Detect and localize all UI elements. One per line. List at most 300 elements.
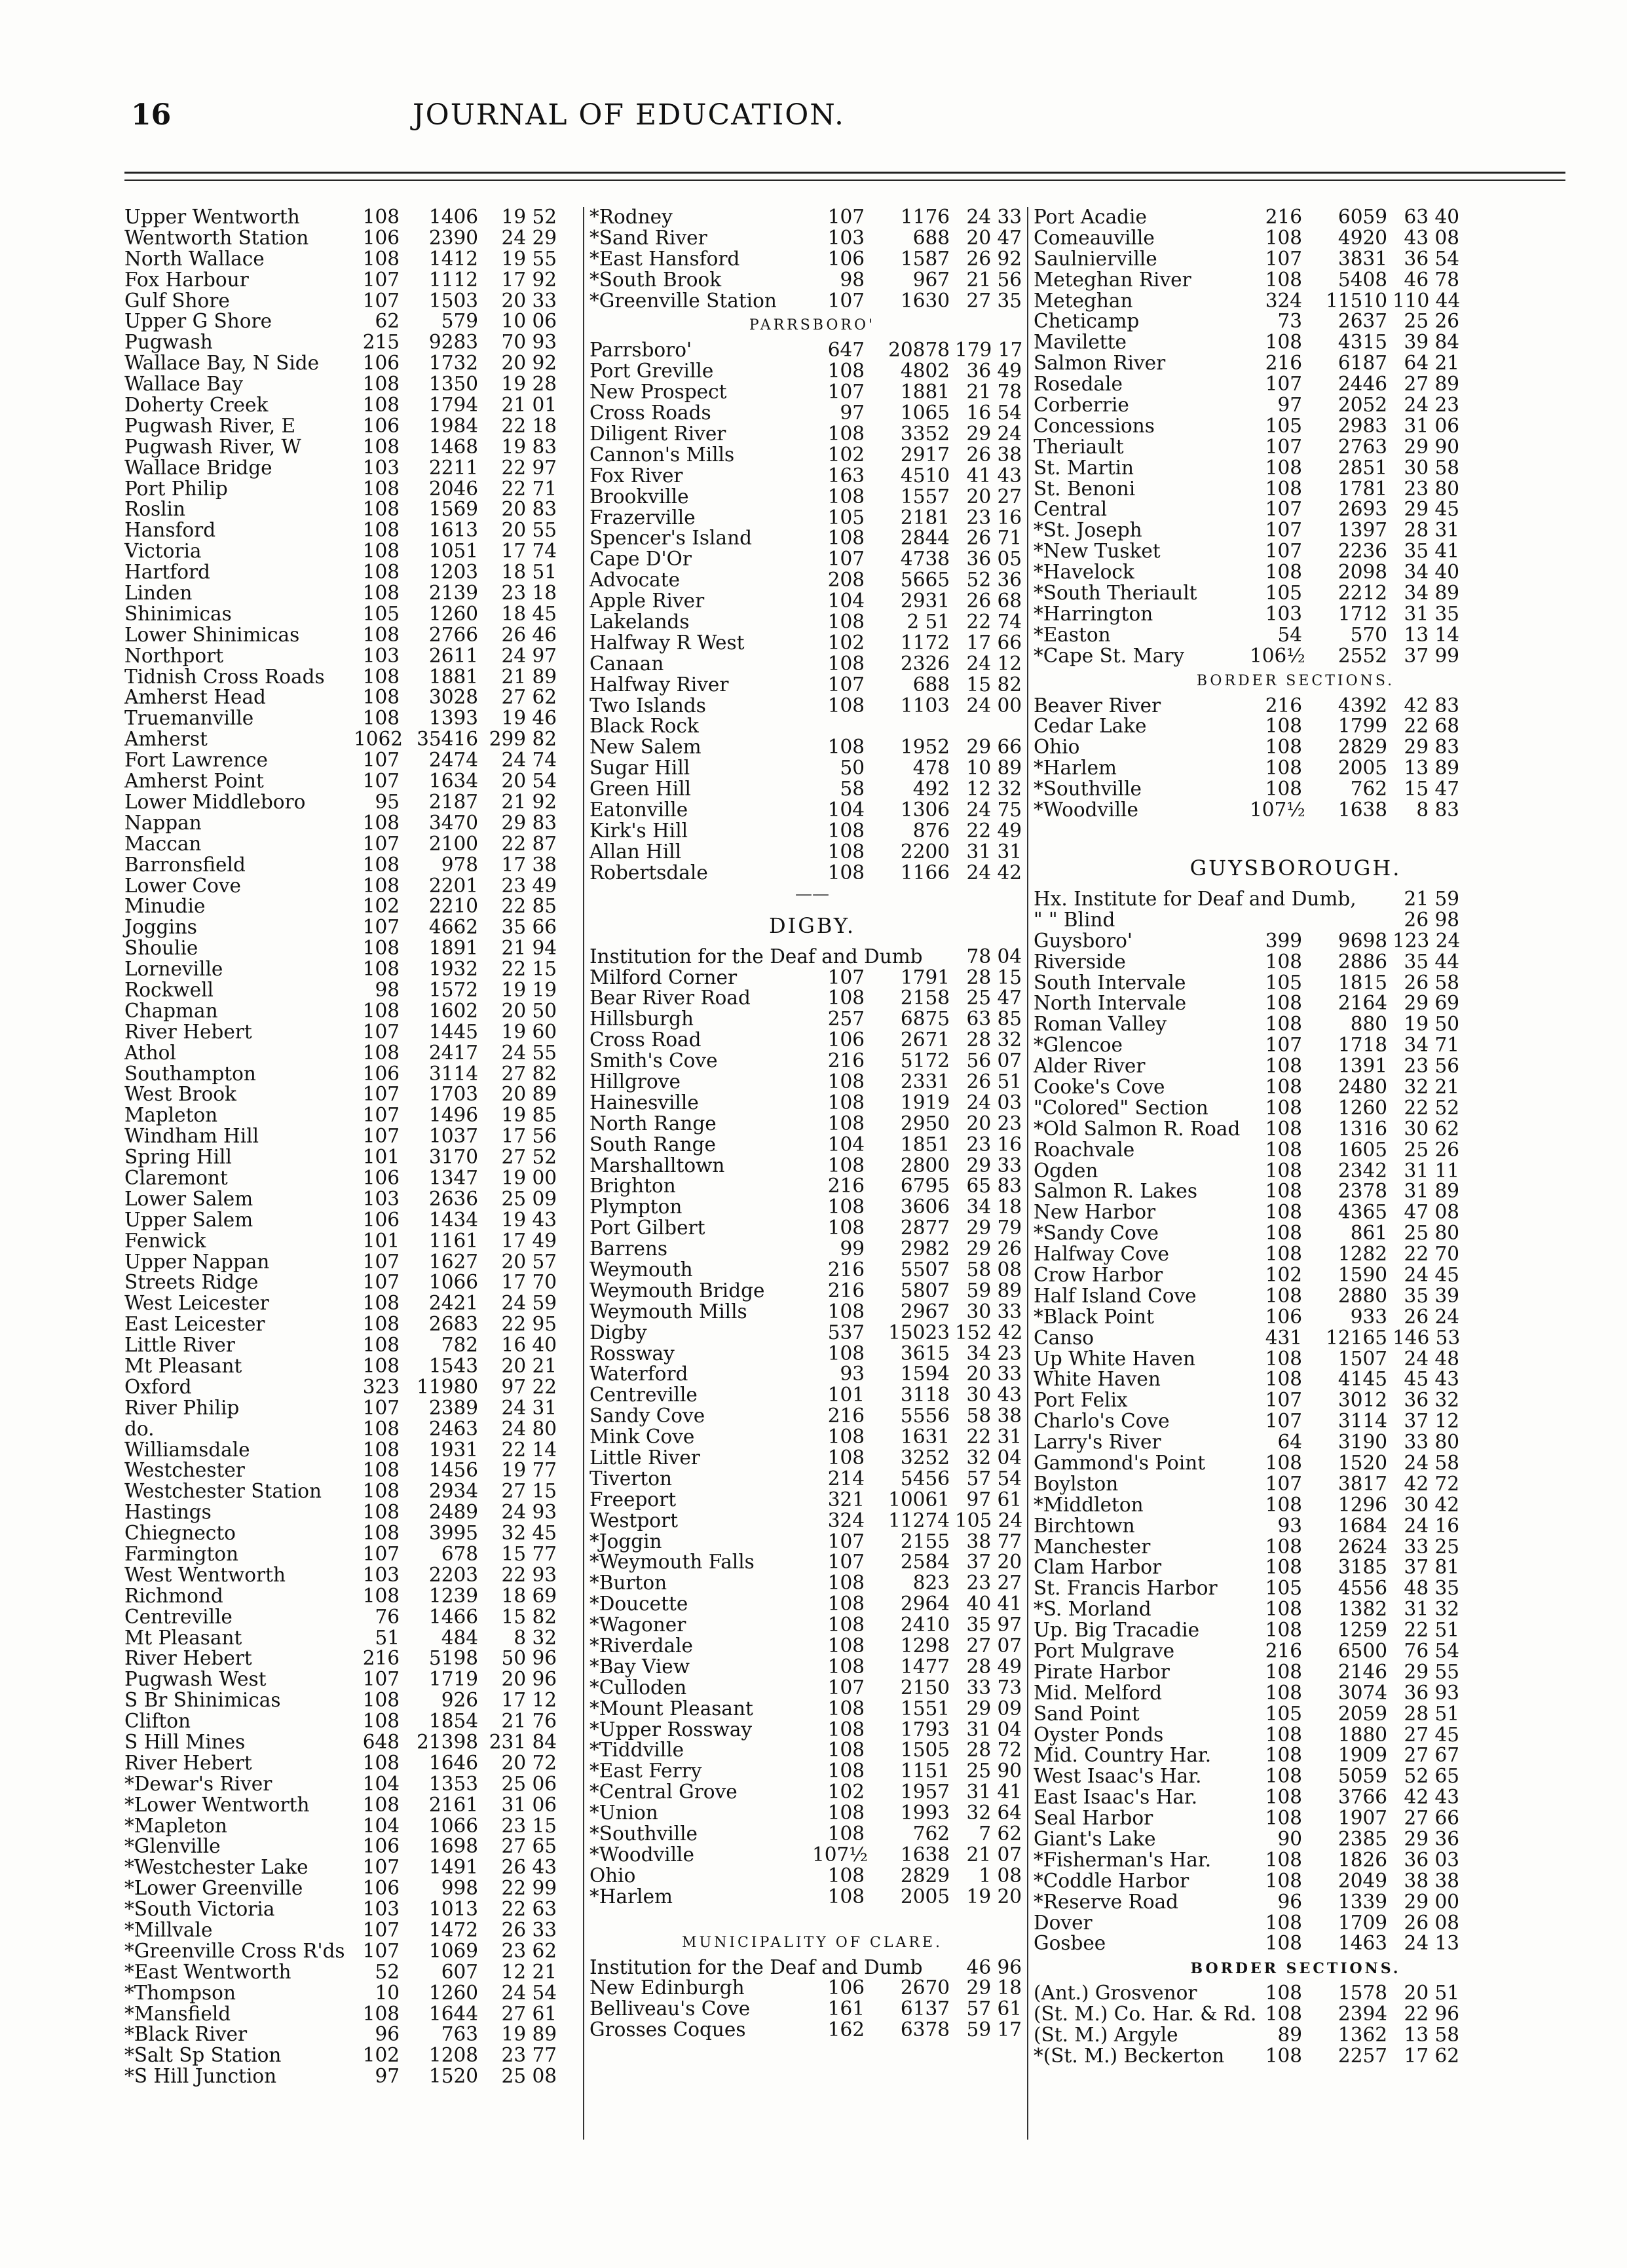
- school-days: 108: [827, 653, 865, 675]
- school-days: 108: [827, 486, 865, 508]
- grant-amount: 13 14: [1404, 624, 1459, 646]
- attendance-days: 2829: [900, 1865, 950, 1887]
- attendance-days: 933: [1350, 1306, 1387, 1328]
- section-name: Diligent River: [589, 423, 726, 445]
- school-days: 104: [827, 591, 865, 613]
- table-row: [589, 947, 1035, 968]
- grant-amount: 20 57: [501, 1251, 557, 1273]
- table-row: [124, 813, 576, 834]
- grant-amount: 24 93: [501, 1502, 557, 1524]
- school-days: 108: [362, 2003, 400, 2025]
- attendance-days: 688: [912, 674, 950, 696]
- school-days: 108: [362, 1355, 400, 1377]
- grant-amount: 22 97: [501, 457, 557, 479]
- school-days: 108: [827, 528, 865, 550]
- table-row: [1034, 1432, 1558, 1453]
- attendance-days: 1166: [900, 862, 950, 884]
- section-name: Ohio: [1034, 736, 1080, 759]
- attendance-days: 762: [1350, 779, 1387, 801]
- table-row: [589, 1030, 1035, 1051]
- table-row: [589, 779, 1035, 800]
- attendance-days: 1709: [1337, 1912, 1387, 1934]
- table-row: [1034, 1202, 1558, 1223]
- table-row: [124, 2045, 576, 2066]
- table-row: [1034, 1557, 1558, 1578]
- section-name: Brighton: [589, 1175, 676, 1198]
- attendance-days: 1037: [428, 1126, 478, 1148]
- table-row: [124, 332, 576, 353]
- section-name: Grosses Coques: [589, 2018, 746, 2041]
- section-name: North Wallace: [124, 247, 265, 270]
- table-row: [124, 1836, 576, 1857]
- attendance-days: 1463: [1337, 1933, 1387, 1955]
- school-days: 107: [362, 1857, 400, 1879]
- school-days: 108: [1265, 1557, 1302, 1579]
- attendance-days: 2421: [428, 1293, 478, 1315]
- section-name: Canaan: [589, 652, 664, 675]
- grant-amount: 19 55: [501, 248, 557, 270]
- attendance-days: 1505: [900, 1740, 950, 1762]
- attendance-days: 978: [441, 854, 478, 876]
- grant-amount: 22 51: [1404, 1620, 1459, 1642]
- grant-amount: 13 58: [1404, 2025, 1459, 2047]
- section-name: Cape D'Or: [589, 548, 692, 571]
- attendance-days: 2800: [900, 1155, 950, 1177]
- grant-amount: 19 20: [966, 1886, 1022, 1908]
- table-row: [589, 1469, 1035, 1490]
- attendance-days: 9698: [1337, 930, 1387, 952]
- school-days: 103: [362, 1188, 400, 1210]
- school-days: 108: [827, 1656, 865, 1678]
- table-row: [124, 1732, 576, 1753]
- attendance-days: 1397: [1337, 520, 1387, 542]
- school-days: 107: [827, 207, 865, 228]
- grant-amount: 17 92: [501, 269, 557, 291]
- school-days: 108: [1265, 951, 1302, 973]
- attendance-days: 967: [912, 269, 950, 291]
- section-name: New Salem: [589, 736, 701, 759]
- section-name: St. Francis Harbor: [1034, 1577, 1218, 1600]
- grant-amount: 65 83: [966, 1176, 1022, 1198]
- grant-amount: 20 27: [966, 486, 1022, 508]
- table-row: [124, 1147, 576, 1168]
- section-name: Clam Harbor: [1034, 1556, 1162, 1579]
- attendance-days: 4556: [1337, 1578, 1387, 1600]
- table-row: [124, 1335, 576, 1356]
- table-row: [1034, 1620, 1558, 1641]
- section-name: Theriault: [1034, 435, 1124, 458]
- table-row: [589, 487, 1035, 508]
- grant-amount: 20 55: [501, 520, 557, 542]
- school-days: 107: [827, 674, 865, 696]
- table-row: [124, 1878, 576, 1899]
- section-name: Central: [1034, 498, 1108, 521]
- attendance-days: 2829: [1337, 737, 1387, 759]
- section-name: *Wagoner: [589, 1614, 686, 1636]
- section-name: Comeauville: [1034, 226, 1155, 249]
- grant-amount: 25 90: [966, 1761, 1022, 1783]
- table-row: [589, 1782, 1035, 1803]
- grant-amount: 19 19: [501, 979, 557, 1001]
- grant-amount: 23 80: [1404, 478, 1459, 500]
- attendance-days: 2211: [428, 457, 478, 479]
- grant-amount: 21 07: [966, 1844, 1022, 1866]
- attendance-days: 1151: [900, 1761, 950, 1783]
- section-name: South Intervale: [1034, 971, 1186, 994]
- attendance-days: 15023: [888, 1322, 950, 1344]
- section-name: Lorneville: [124, 958, 223, 981]
- school-days: 102: [827, 444, 865, 466]
- page-title: JOURNAL OF EDUCATION.: [413, 98, 845, 132]
- section-name: River Hebert: [124, 1647, 252, 1670]
- section-name: Digby: [589, 1321, 647, 1344]
- attendance-days: 2161: [428, 1794, 478, 1816]
- attendance-days: 2636: [428, 1188, 478, 1210]
- attendance-days: 1907: [1337, 1808, 1387, 1830]
- table-row: [1034, 625, 1558, 646]
- section-name: *Sandy Cove: [1034, 1222, 1159, 1245]
- section-name: Lower Middleboro: [124, 790, 306, 813]
- attendance-days: 2164: [1337, 993, 1387, 1015]
- section-name: *Thompson: [124, 1981, 236, 2004]
- attendance-days: 1712: [1337, 603, 1387, 625]
- section-name: *Old Salmon R. Road: [1034, 1117, 1241, 1140]
- school-days: 105: [827, 507, 865, 529]
- section-name: *South Brook: [589, 268, 722, 291]
- grant-amount: 29 09: [966, 1698, 1022, 1720]
- attendance-days: 1172: [900, 632, 950, 654]
- attendance-days: 3114: [428, 1063, 478, 1085]
- school-days: 108: [1265, 1808, 1302, 1830]
- school-days: 107: [362, 750, 400, 772]
- attendance-days: 4510: [900, 465, 950, 487]
- school-days: 101: [362, 1230, 400, 1252]
- school-days: 51: [375, 1627, 400, 1649]
- attendance-days: 2964: [900, 1594, 950, 1616]
- grant-amount: 27 61: [501, 2003, 557, 2025]
- table-row: [124, 1001, 576, 1022]
- section-name: Shinimicas: [124, 602, 232, 625]
- school-days: 105: [1265, 1703, 1302, 1725]
- table-row: [124, 520, 576, 541]
- table-row: [1034, 479, 1558, 500]
- grant-amount: 43 08: [1404, 227, 1459, 249]
- section-name: West Leicester: [124, 1292, 269, 1315]
- section-name: White Haven: [1034, 1368, 1161, 1391]
- school-days: 76: [375, 1606, 400, 1628]
- attendance-days: 1578: [1337, 1983, 1387, 2005]
- attendance-days: 5408: [1337, 269, 1387, 291]
- attendance-days: 2584: [900, 1552, 950, 1574]
- section-name: Barronsfield: [124, 853, 246, 876]
- table-row: [589, 1197, 1035, 1218]
- grant-amount: 17 74: [501, 541, 557, 563]
- attendance-days: 2139: [428, 583, 478, 604]
- section-name: Pugwash River, W: [124, 435, 301, 458]
- section-name: Ogden: [1034, 1159, 1098, 1182]
- grant-amount: 58 38: [966, 1406, 1022, 1427]
- attendance-days: 2342: [1337, 1160, 1387, 1182]
- school-days: 215: [362, 332, 400, 354]
- grant-amount: 21 76: [501, 1711, 557, 1733]
- attendance-days: 1919: [900, 1092, 950, 1114]
- section-name: *Havelock: [1034, 561, 1134, 584]
- attendance-days: 1434: [428, 1209, 478, 1231]
- grant-amount: 38 77: [966, 1531, 1022, 1553]
- school-days: 216: [1265, 695, 1302, 717]
- attendance-days: 1854: [428, 1711, 478, 1733]
- attendance-days: 1627: [428, 1251, 478, 1273]
- grant-amount: 24 16: [1404, 1515, 1459, 1537]
- grant-amount: 15 77: [501, 1544, 557, 1565]
- school-days: 108: [362, 1481, 400, 1503]
- section-name: Canso: [1034, 1326, 1094, 1349]
- grant-amount: 97 22: [501, 1376, 557, 1398]
- section-name: Roman Valley: [1034, 1013, 1167, 1036]
- section-name: *East Wentworth: [124, 1960, 291, 1983]
- attendance-days: 3185: [1337, 1557, 1387, 1579]
- table-row: [1034, 779, 1558, 800]
- school-days: 107: [1265, 1473, 1302, 1495]
- section-name: Spencer's Island: [589, 527, 752, 550]
- section-name: "Colored" Section: [1034, 1096, 1208, 1119]
- school-days: 324: [1265, 290, 1302, 312]
- table-row: [124, 1690, 576, 1711]
- table-row: [589, 1957, 1035, 1978]
- section-name: Sugar Hill: [589, 757, 690, 780]
- attendance-days: 1412: [428, 248, 478, 270]
- section-name: Chiegnecto: [124, 1522, 236, 1545]
- attendance-days: 1984: [428, 415, 478, 437]
- school-days: 106: [362, 227, 400, 249]
- section-name: Joggins: [124, 916, 197, 939]
- attendance-days: 1239: [428, 1585, 478, 1607]
- table-row: [589, 675, 1035, 696]
- grant-amount: 24 13: [1404, 1933, 1459, 1955]
- table-row: [1034, 1662, 1558, 1683]
- attendance-days: 1208: [428, 2045, 478, 2067]
- attendance-days: 1794: [428, 395, 478, 416]
- grant-amount: 19 77: [501, 1460, 557, 1482]
- school-days: 98: [840, 269, 865, 291]
- grant-amount: 34 71: [1404, 1035, 1459, 1057]
- attendance-days: 2950: [900, 1113, 950, 1135]
- section-name: St. Benoni: [1034, 477, 1136, 500]
- spacer: [589, 1908, 1035, 1929]
- grant-amount: 34 18: [966, 1197, 1022, 1219]
- attendance-days: 6378: [900, 2020, 950, 2041]
- school-days: 108: [827, 1636, 865, 1657]
- attendance-days: 2394: [1337, 2004, 1387, 2026]
- section-name: *St. Joseph: [1034, 519, 1142, 542]
- grant-amount: 17 49: [501, 1230, 557, 1252]
- table-row: [1034, 1704, 1558, 1725]
- grant-amount: 30 58: [1404, 457, 1459, 479]
- section-name: *Glenville: [124, 1835, 221, 1858]
- grant-amount: 16 54: [966, 403, 1022, 425]
- school-days: 106: [827, 1978, 865, 1999]
- school-days: 216: [362, 1648, 400, 1670]
- section-name: Williamsdale: [124, 1438, 250, 1461]
- section-name: Brookville: [589, 485, 689, 508]
- section-name: Cross Roads: [589, 402, 711, 425]
- table-row: [124, 1064, 576, 1085]
- grant-amount: 22 96: [1404, 2004, 1459, 2026]
- school-days: 107: [362, 917, 400, 939]
- attendance-days: 2200: [900, 841, 950, 863]
- school-days: 54: [1277, 624, 1302, 646]
- table-row: [1034, 1244, 1558, 1265]
- table-row: [1034, 931, 1558, 952]
- school-days: 108: [827, 1698, 865, 1720]
- section-name: Freeport: [589, 1488, 677, 1511]
- table-row: [124, 353, 576, 374]
- table-row: [124, 249, 576, 270]
- section-name: Two Islands: [589, 694, 706, 717]
- attendance-days: 2637: [1337, 311, 1387, 333]
- table-row: [589, 1761, 1035, 1782]
- table-row: [589, 1093, 1035, 1114]
- table-row: [124, 1774, 576, 1795]
- table-row: [1034, 499, 1558, 520]
- section-name: Milford Corner: [589, 966, 738, 989]
- grant-amount: 30 43: [966, 1385, 1022, 1407]
- school-days: 108: [1265, 1682, 1302, 1704]
- school-days: 108: [827, 820, 865, 842]
- section-name: New Edinburgh: [589, 1976, 745, 1999]
- section-divider: ——: [795, 884, 829, 904]
- section-name: *Dewar's River: [124, 1772, 272, 1795]
- school-days: 107: [827, 382, 865, 404]
- table-row: [589, 612, 1035, 633]
- table-row: [589, 1072, 1035, 1093]
- school-days: 106½: [1250, 645, 1305, 667]
- table-row: [589, 1573, 1035, 1594]
- section-name: Birchtown: [1034, 1514, 1135, 1537]
- grant-amount: 19 52: [501, 207, 557, 228]
- grant-amount: 26 98: [1404, 909, 1459, 931]
- school-days: 105: [1265, 415, 1302, 437]
- attendance-days: 1698: [428, 1836, 478, 1858]
- section-name: Waterford: [589, 1363, 688, 1386]
- grant-amount: 19 85: [501, 1105, 557, 1127]
- grant-amount: 42 83: [1404, 695, 1459, 717]
- table-row: [124, 395, 576, 416]
- school-days: 162: [827, 2020, 865, 2041]
- attendance-days: 2886: [1337, 951, 1387, 973]
- section-name: Amherst Point: [124, 770, 264, 793]
- section-name: Minudie: [124, 895, 206, 918]
- attendance-days: 2389: [428, 1397, 478, 1419]
- attendance-days: 1684: [1337, 1515, 1387, 1537]
- grant-amount: 20 51: [1404, 1983, 1459, 2005]
- school-days: 108: [1265, 269, 1302, 291]
- section-name: Institution for the Deaf and Dumb: [589, 1956, 923, 1978]
- grant-amount: 19 83: [501, 436, 557, 458]
- grant-amount: 24 23: [1404, 395, 1459, 416]
- attendance-days: 1347: [428, 1167, 478, 1189]
- school-days: 208: [827, 570, 865, 592]
- grant-amount: 32 04: [966, 1447, 1022, 1469]
- section-name: Up. Big Tracadie: [1034, 1619, 1200, 1642]
- grant-amount: 35 97: [966, 1615, 1022, 1636]
- school-days: 108: [827, 1447, 865, 1469]
- school-days: 90: [1277, 1829, 1302, 1850]
- grant-amount: 56 07: [966, 1051, 1022, 1072]
- section-name: *Mapleton: [124, 1814, 227, 1837]
- attendance-days: 876: [912, 820, 950, 842]
- attendance-days: 823: [912, 1573, 950, 1595]
- attendance-days: 1391: [1337, 1056, 1387, 1077]
- grant-amount: 22 95: [501, 1314, 557, 1336]
- school-days: 108: [1265, 2004, 1302, 2026]
- grant-amount: 15 82: [966, 674, 1022, 696]
- attendance-days: 1468: [428, 436, 478, 458]
- table-row: [589, 758, 1035, 779]
- table-row: [124, 1210, 576, 1231]
- school-days: 108: [827, 424, 865, 445]
- table-row: [1034, 1056, 1558, 1077]
- school-days: 108: [1265, 1870, 1302, 1892]
- section-name: New Prospect: [589, 381, 727, 404]
- school-days: 108: [362, 1000, 400, 1022]
- grant-amount: 23 77: [501, 2045, 557, 2067]
- table-row: [589, 737, 1035, 758]
- grant-amount: 21 01: [501, 395, 557, 416]
- section-name: Farmington: [124, 1543, 239, 1565]
- table-row: [589, 1281, 1035, 1302]
- table-row: [1034, 249, 1558, 270]
- table-row: [1034, 1913, 1558, 1934]
- section-name: Athol: [124, 1041, 176, 1064]
- grant-amount: 28 51: [1404, 1703, 1459, 1725]
- grant-amount: 19 50: [1404, 1014, 1459, 1036]
- section-name: Wallace Bridge: [124, 456, 272, 479]
- grant-amount: 18 69: [501, 1585, 557, 1607]
- school-days: 257: [827, 1009, 865, 1030]
- school-days: 107: [1265, 1035, 1302, 1057]
- grant-amount: 21 89: [501, 666, 557, 688]
- table-row: [589, 696, 1035, 717]
- section-name: *Doucette: [589, 1593, 688, 1616]
- table-row: [1034, 1014, 1558, 1035]
- section-name: North Intervale: [1034, 992, 1187, 1015]
- table-row: [1034, 1516, 1558, 1537]
- school-days: 104: [827, 800, 865, 821]
- attendance-days: 3114: [1337, 1411, 1387, 1433]
- school-days: 108: [827, 695, 865, 717]
- table-row: [124, 1795, 576, 1816]
- grant-amount: 22 74: [966, 612, 1022, 633]
- school-days: 108: [1265, 1348, 1302, 1370]
- school-days: 101: [362, 1147, 400, 1168]
- grant-amount: 24 55: [501, 1042, 557, 1064]
- table-row: [589, 1887, 1035, 1908]
- attendance-days: 1051: [428, 541, 478, 563]
- grant-amount: 28 49: [966, 1656, 1022, 1678]
- table-row: [124, 1189, 576, 1210]
- school-days: 107: [362, 1105, 400, 1127]
- section-name: *Lower Wentworth: [124, 1793, 310, 1816]
- section-name: Rossway: [589, 1342, 675, 1365]
- attendance-days: 3252: [900, 1447, 950, 1469]
- section-name: *Weymouth Falls: [589, 1551, 755, 1574]
- section-name: River Philip: [124, 1396, 240, 1419]
- section-heading: BORDER SECTIONS.: [1196, 672, 1395, 689]
- grant-amount: 20 72: [501, 1752, 557, 1774]
- grant-amount: 23 16: [966, 507, 1022, 529]
- section-name: *Lower Greenville: [124, 1877, 303, 1900]
